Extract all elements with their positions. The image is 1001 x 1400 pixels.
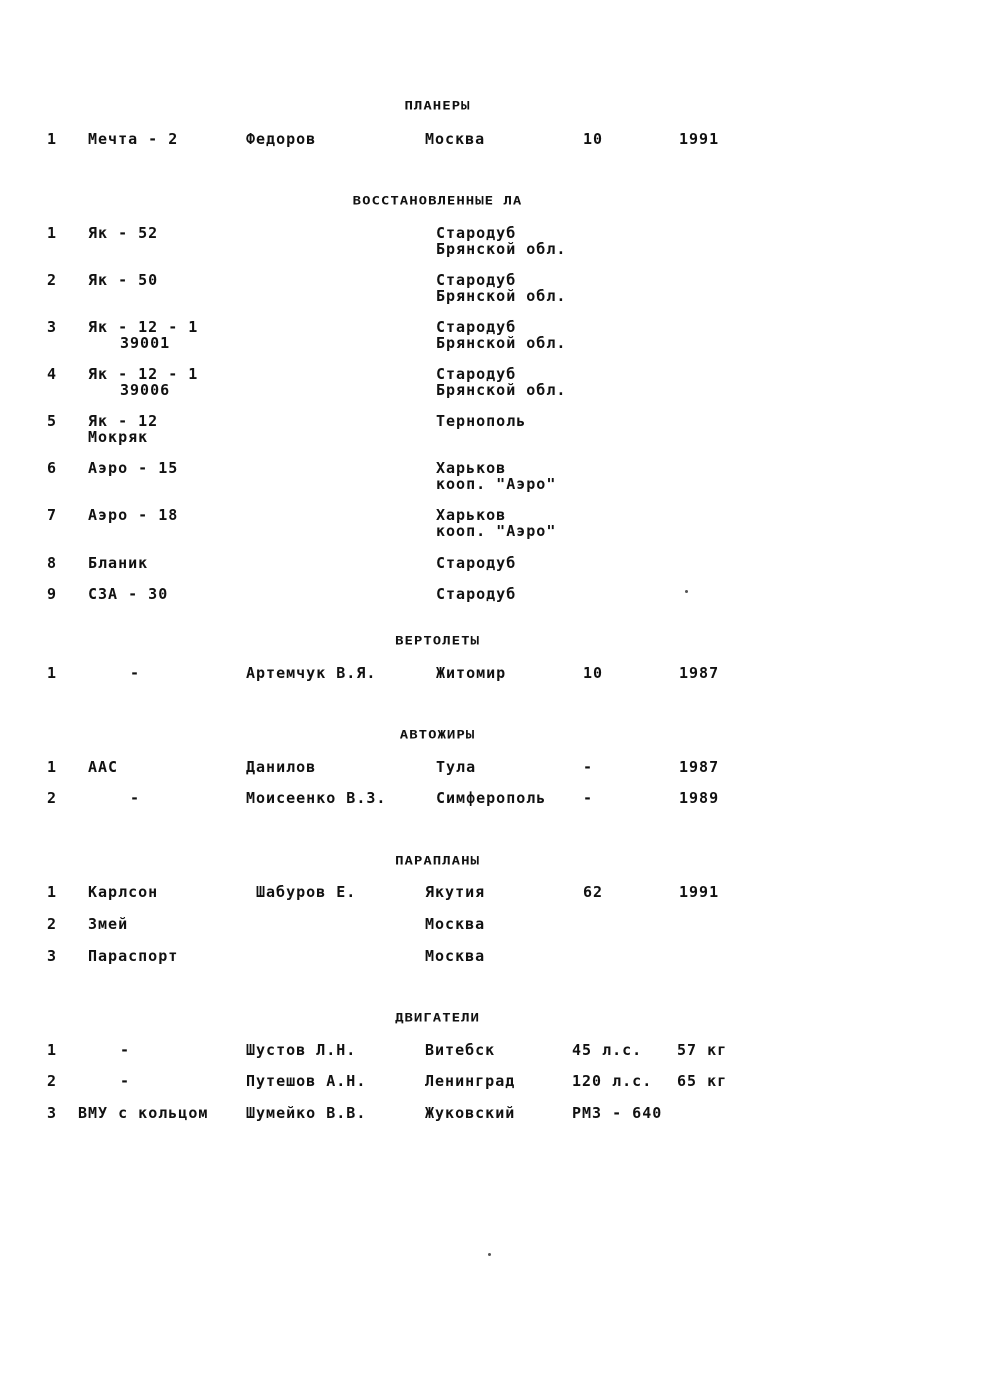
engine-name: - (120, 1072, 131, 1090)
engine-mass: 65 кг (677, 1072, 728, 1090)
aircraft-name: Мечта - 2 (88, 130, 179, 148)
aircraft-name: Аэро - 18 (88, 506, 179, 524)
aircraft-name: Аэро - 15 (88, 459, 179, 477)
year: 1991 (679, 883, 720, 901)
city: Стародуб Брянской обл. (436, 365, 567, 399)
year: 1987 (679, 758, 720, 776)
city: Якутия (425, 883, 486, 901)
author-name: Данилов (246, 758, 317, 776)
row-number: 8 (47, 554, 58, 572)
aircraft-name: Як - 50 (88, 271, 159, 289)
city: Харьков кооп. "Аэро" (436, 506, 557, 540)
row-number: 6 (47, 459, 58, 477)
city: Стародуб Брянской обл. (436, 224, 567, 258)
city: Стародуб (436, 585, 517, 603)
row-number: 4 (47, 365, 58, 383)
city: Тула (436, 758, 477, 776)
aircraft-name: Параспорт (88, 947, 179, 965)
author-name: Шустов Л.Н. (246, 1041, 357, 1059)
section-title-restored: ВОССТАНОВЛЕННЫЕ ЛА (352, 194, 523, 208)
row-number: 3 (47, 318, 58, 336)
aircraft-name: Бланик (88, 554, 149, 572)
aircraft-name: Карлсон (88, 883, 159, 901)
aircraft-name: - (130, 789, 141, 807)
section-title-autogyros: АВТОЖИРЫ (399, 728, 476, 742)
scan-speck (488, 1253, 491, 1256)
author-name: Артемчук В.Я. (246, 664, 377, 682)
aircraft-name: - (130, 664, 141, 682)
engine-name: - (120, 1041, 131, 1059)
city: Харьков кооп. "Аэро" (436, 459, 557, 493)
author-name: Шумейко В.В. (246, 1104, 367, 1122)
year: 1987 (679, 664, 720, 682)
section-title-paraplanes: ПАРАПЛАНЫ (395, 854, 480, 868)
author-name: Моисеенко В.З. (246, 789, 387, 807)
row-number: 1 (47, 758, 58, 776)
section-title-gliders: ПЛАНЕРЫ (404, 99, 471, 113)
value: 62 (583, 883, 604, 901)
city: Стародуб (436, 554, 517, 572)
section-title-helicopters: ВЕРТОЛЕТЫ (395, 634, 480, 648)
section-title-engines: ДВИГАТЕЛИ (395, 1011, 480, 1025)
row-number: 7 (47, 506, 58, 524)
aircraft-name: СЗА - 30 (88, 585, 169, 603)
row-number: 2 (47, 789, 58, 807)
city: Тернополь (436, 412, 527, 430)
city: Москва (425, 130, 486, 148)
row-number: 3 (47, 1104, 58, 1122)
row-number: 2 (47, 271, 58, 289)
city: Москва (425, 915, 486, 933)
engine-type: РМЗ - 640 (572, 1104, 663, 1122)
city: Симферополь (436, 789, 547, 807)
row-number: 1 (47, 130, 58, 148)
row-number: 3 (47, 947, 58, 965)
aircraft-name: Як - 12 - 1 39001 (88, 318, 199, 352)
author-name: Шабуров Е. (256, 883, 357, 901)
year: 1991 (679, 130, 720, 148)
value: 10 (583, 664, 604, 682)
row-number: 2 (47, 915, 58, 933)
value: - (583, 758, 594, 776)
aircraft-name: Як - 52 (88, 224, 159, 242)
row-number: 1 (47, 883, 58, 901)
city: Ленинград (425, 1072, 516, 1090)
aircraft-name: Змей (88, 915, 129, 933)
value: - (583, 789, 594, 807)
author-name: Путешов А.Н. (246, 1072, 367, 1090)
aircraft-name: Як - 12 Мокряк (88, 412, 159, 446)
row-number: 2 (47, 1072, 58, 1090)
city: Жуковский (425, 1104, 516, 1122)
row-number: 1 (47, 1041, 58, 1059)
scan-speck (685, 590, 688, 593)
row-number: 9 (47, 585, 58, 603)
city: Житомир (436, 664, 507, 682)
city: Витебск (425, 1041, 496, 1059)
row-number: 1 (47, 664, 58, 682)
engine-power: 120 л.с. (572, 1072, 653, 1090)
author-name: Федоров (246, 130, 317, 148)
value: 10 (583, 130, 604, 148)
aircraft-name: ААС (88, 758, 119, 776)
row-number: 1 (47, 224, 58, 242)
engine-power: 45 л.с. (572, 1041, 643, 1059)
year: 1989 (679, 789, 720, 807)
aircraft-name: Як - 12 - 1 39006 (88, 365, 199, 399)
engine-name: ВМУ с кольцом (78, 1104, 209, 1122)
city: Москва (425, 947, 486, 965)
row-number: 5 (47, 412, 58, 430)
city: Стародуб Брянской обл. (436, 318, 567, 352)
engine-mass: 57 кг (677, 1041, 728, 1059)
city: Стародуб Брянской обл. (436, 271, 567, 305)
